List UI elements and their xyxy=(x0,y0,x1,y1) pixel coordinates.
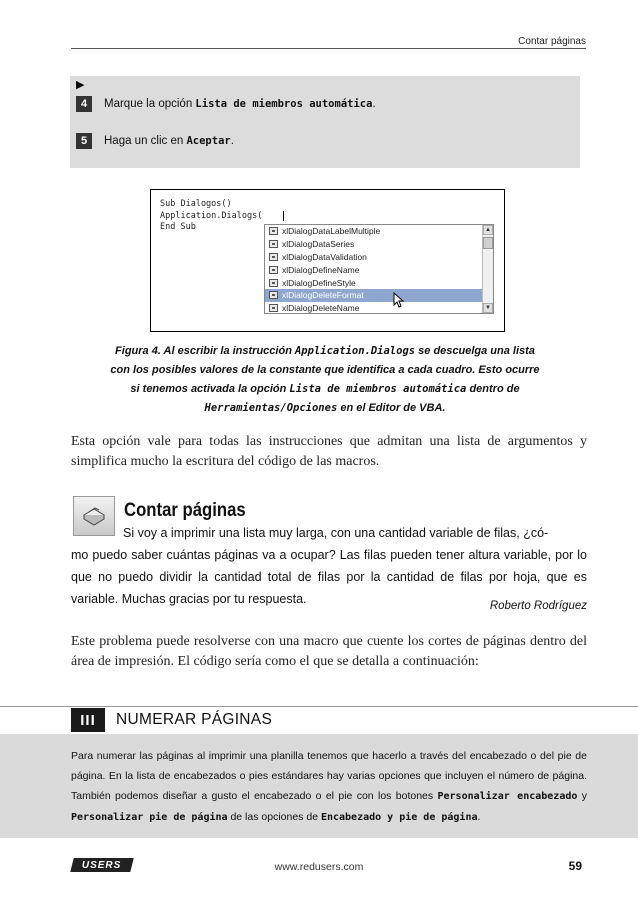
page-number: 59 xyxy=(568,859,582,873)
question-title: Contar páginas xyxy=(124,500,246,521)
autocomplete-list[interactable] xyxy=(264,224,494,314)
code-editor xyxy=(160,199,262,234)
step-text-end: . xyxy=(230,135,234,147)
constant-icon xyxy=(269,291,278,299)
step-text-bold: Lista de miembros automática xyxy=(195,98,373,110)
list-item[interactable] xyxy=(265,289,493,302)
list-item-label: xlDialogDeleteName xyxy=(282,303,360,314)
caption-text: en el Editor de VBA. xyxy=(337,402,446,414)
list-item[interactable] xyxy=(265,251,493,264)
constant-icon xyxy=(269,279,278,287)
list-item[interactable] xyxy=(265,263,493,276)
section-text-plain: . xyxy=(477,811,481,823)
section-text-bold: Personalizar pie de página xyxy=(71,812,228,823)
section-text-plain: y xyxy=(577,790,587,802)
step-text xyxy=(104,98,376,110)
step-number: 4 xyxy=(76,96,92,112)
figure-screenshot xyxy=(150,189,505,332)
scroll-down-button[interactable]: ▼ xyxy=(483,303,493,313)
section-rule xyxy=(0,706,638,707)
caption-code: Application.Dialogs xyxy=(294,345,416,357)
mouse-pointer-icon xyxy=(393,292,405,308)
list-item[interactable] xyxy=(265,225,493,238)
list-item-label: xlDialogDefineName xyxy=(282,264,360,275)
step-text-plain: Marque la opción xyxy=(104,98,196,110)
section-text-bold: Personalizar encabezado xyxy=(437,791,578,802)
step-5 xyxy=(76,133,234,149)
constant-icon xyxy=(269,304,278,312)
list-item-label: xlDialogDataValidation xyxy=(282,251,367,262)
list-item-label: xlDialogDataLabelMultiple xyxy=(282,226,381,237)
list-item[interactable] xyxy=(265,276,493,289)
step-text xyxy=(104,135,234,147)
caption-text: dentro de xyxy=(466,383,520,395)
list-item-label: xlDialogDefineStyle xyxy=(282,277,356,288)
scrollbar[interactable] xyxy=(482,225,493,313)
caption-text: Al escribir la instrucción xyxy=(160,345,295,357)
list-item[interactable] xyxy=(265,302,493,314)
caption-code: Herramientas/Opciones xyxy=(204,402,338,414)
code-line: Application.Dialogs( xyxy=(160,210,263,221)
constant-icon xyxy=(269,253,278,261)
body-paragraph: Esta opción vale para todas las instrucciones que admitan una lista de argumentos y simplifica mucho la escritura del código de las macros. xyxy=(71,434,587,469)
section-text-plain: Para numerar las páginas al imprimir una planilla tenemos que hacerlo a través del encabezado o del pie de página. En la lista de encabezados o pies estándares hay varias opciones que incluyen el número de página. También podemos diseñar a gusto el encabezado o el pie con los botones xyxy=(71,750,587,802)
code-line: Sub Dialogos() xyxy=(160,199,232,209)
question-author: Roberto Rodríguez xyxy=(489,600,587,612)
section-text-bold: Encabezado y pie de página xyxy=(320,812,478,823)
constant-icon xyxy=(269,266,278,274)
scroll-thumb[interactable] xyxy=(483,237,493,249)
constant-icon xyxy=(269,240,278,248)
body-paragraph: Este problema puede resolverse con una macro que cuente los cortes de páginas dentro del área de impresión. El código sería como el que se detalla a continuación: xyxy=(71,634,587,669)
figure-caption xyxy=(110,342,540,418)
caption-label: Figura 4. xyxy=(115,345,161,357)
scroll-up-button[interactable]: ▲ xyxy=(483,225,493,235)
question-text-first: Si voy a imprimir una lista muy larga, con una cantidad variable de filas, ¿có- xyxy=(123,526,549,540)
list-item[interactable] xyxy=(265,238,493,251)
text-cursor xyxy=(283,211,284,221)
section-badge: III xyxy=(71,708,105,732)
section-text xyxy=(71,746,587,828)
step-4 xyxy=(76,96,376,112)
list-item-label: xlDialogDeleteFormat xyxy=(282,290,364,301)
step-text-plain: Haga un clic en xyxy=(104,135,187,147)
caption-code: Lista de miembros automática xyxy=(289,383,467,395)
step-text-end: . xyxy=(372,98,376,110)
steps-box xyxy=(70,76,580,168)
list-item-label: xlDialogDataSeries xyxy=(282,239,355,250)
step-number: 5 xyxy=(76,133,92,149)
section-title: NUMERAR PÁGINAS xyxy=(116,711,273,728)
footer-url: www.redusers.com xyxy=(274,861,364,873)
running-head: Contar páginas xyxy=(518,36,586,47)
question-text: mo puedo saber cuántas páginas va a ocupar? Las filas pueden tener altura variable, por lo que no puedo dividir la cantidad total de filas por la cantidad de filas por hoja, que es variable. Muchas gracias por tu respuesta. xyxy=(71,548,587,606)
caption-text: se descuelga una lista con los posibles valores de la constante que identifica a cada cuadro. Esto ocurre si tenemos activada la opción xyxy=(110,345,540,395)
step-text-bold: Aceptar xyxy=(186,135,231,147)
code-line: End Sub xyxy=(160,222,196,232)
section-text-plain: de las opciones de xyxy=(227,811,321,823)
footer-logo-text: USERS xyxy=(82,859,122,871)
constant-icon xyxy=(269,227,278,235)
header-rule xyxy=(71,48,586,49)
arrow-icon: ▶ xyxy=(76,79,85,91)
